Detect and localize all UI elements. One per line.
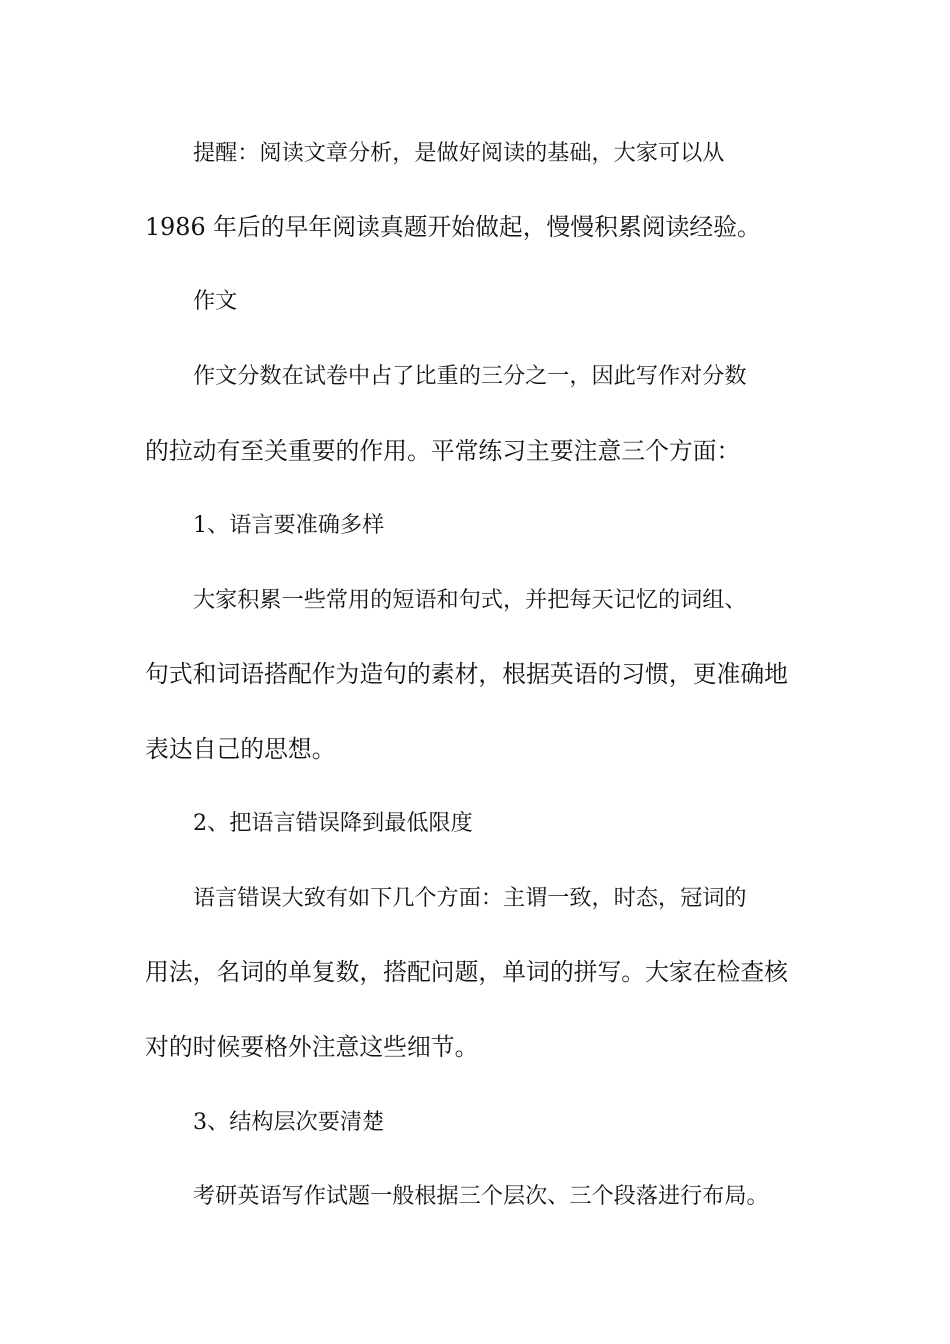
paragraph-item-1-line-1: 大家积累一些常用的短语和句式，并把每天记忆的词组、 [193,587,747,613]
paragraph-item-2-line-2: 用法，名词的单复数，搭配问题，单词的拼写。大家在检查核 [145,958,788,986]
paragraph-reminder-line-1: 提醒：阅读文章分析，是做好阅读的基础，大家可以从 [193,140,725,166]
section-heading-essay: 作文 [193,288,238,314]
paragraph-item-1-line-2: 句式和词语搭配作为造句的素材，根据英语的习惯，更准确地 [145,660,788,688]
list-item-2-heading: 2、把语言错误降到最低限度 [193,810,473,836]
paragraph-item-1-line-3: 表达自己的思想。 [145,735,336,763]
list-item-3-heading: 3、结构层次要清楚 [193,1109,385,1135]
paragraph-item-3-line-1: 考研英语写作试题一般根据三个层次、三个段落进行布局。 [193,1183,769,1209]
paragraph-reminder-line-2: 1986 年后的早年阅读真题开始做起，慢慢积累阅读经验。 [145,213,761,241]
paragraph-item-2-line-3: 对的时候要格外注意这些细节。 [145,1033,479,1061]
paragraph-essay-intro-line-1: 作文分数在试卷中占了比重的三分之一，因此写作对分数 [193,363,747,389]
paragraph-item-2-line-1: 语言错误大致有如下几个方面：主谓一致，时态，冠词的 [193,885,747,911]
paragraph-essay-intro-line-2: 的拉动有至关重要的作用。平常练习主要注意三个方面： [145,437,741,465]
list-item-1-heading: 1、语言要准确多样 [193,512,385,538]
